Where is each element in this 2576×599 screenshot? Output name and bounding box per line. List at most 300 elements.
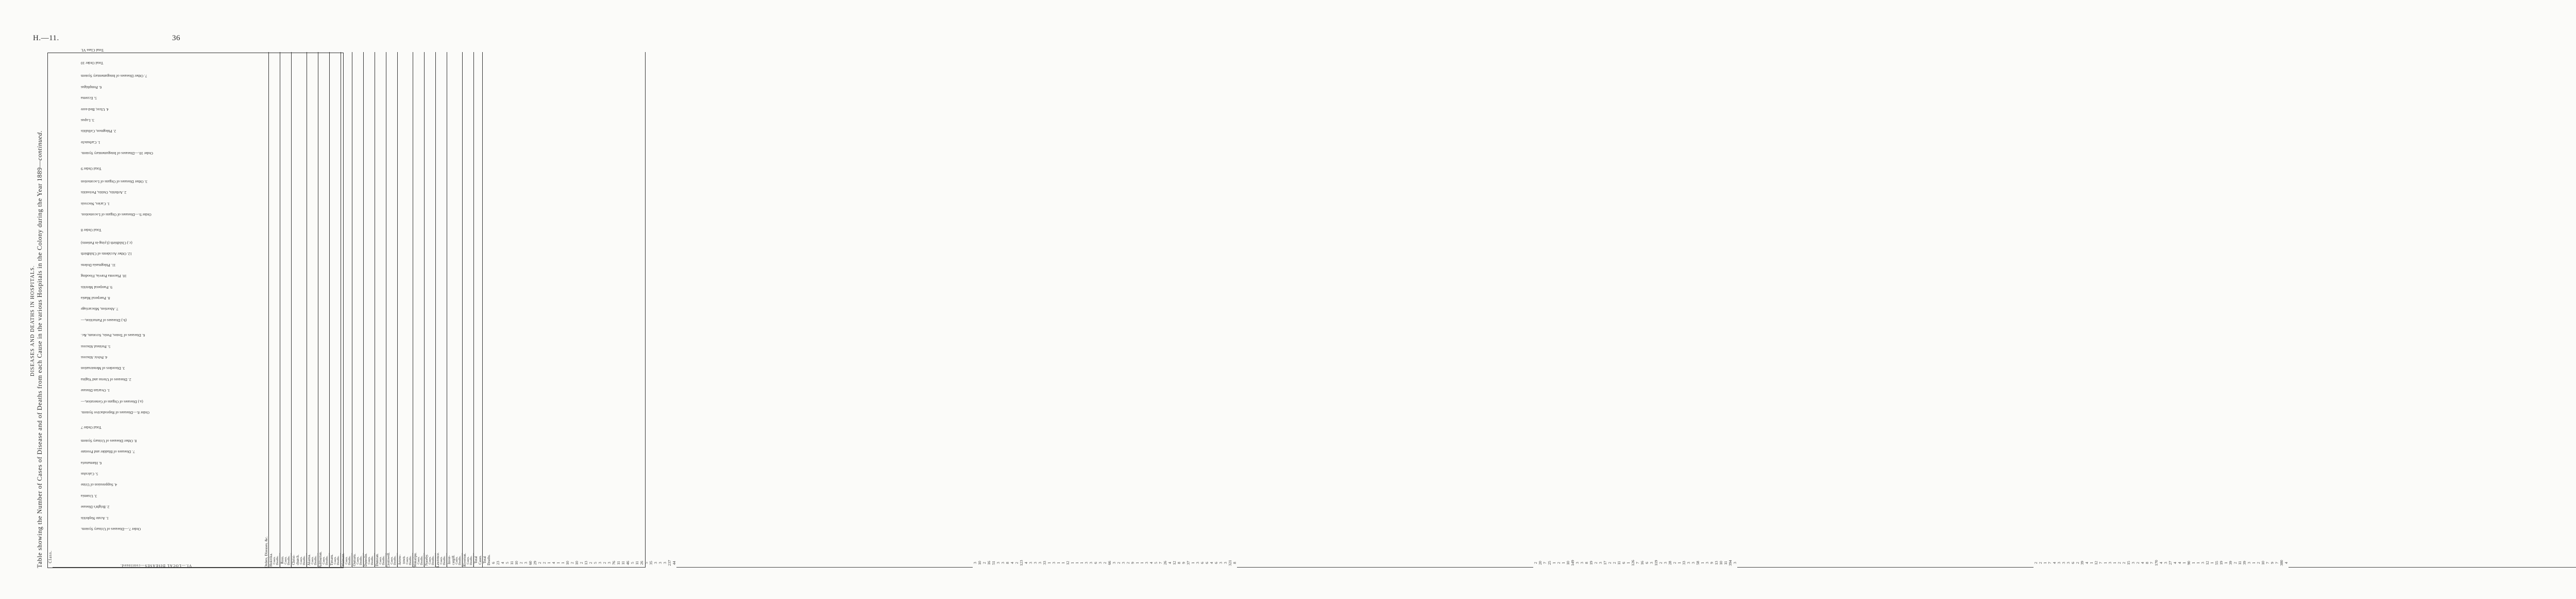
table-cell: 3 xyxy=(2163,562,2168,564)
column-divider xyxy=(329,52,330,568)
table-cell: 2 xyxy=(602,562,607,564)
total-cases-cell: 10 xyxy=(574,561,579,565)
table-cell: 7 xyxy=(2149,562,2154,564)
report-code: H.—11. xyxy=(33,34,59,42)
total-deaths-cell: 2 xyxy=(570,562,574,564)
table-cell: 3 xyxy=(2066,562,2071,564)
total-cases-cell: 60 xyxy=(528,561,533,565)
table-cell: 33 xyxy=(1682,561,1686,565)
deaths-subheader: Deaths. xyxy=(337,555,340,565)
table-cell: 5 xyxy=(644,562,649,564)
table-subtitle-text: showing the Number of Cases of Disease and of Deaths from each Cause in the various Hospitals in the Colony during the Year 1889— xyxy=(36,160,43,551)
table-cell: 1 xyxy=(1047,562,1052,564)
table-cell: 1 xyxy=(1191,562,1195,564)
table-cell: 1 xyxy=(1056,562,1061,564)
deaths-subheader: Deaths. xyxy=(371,555,374,565)
table-cell: 2 xyxy=(2033,562,2038,564)
total-cases-cell: 10 xyxy=(565,561,570,565)
table-cell: 1 xyxy=(1677,562,1682,564)
deaths-subheader: Deaths. xyxy=(470,555,473,565)
total-cases-cell: 76 xyxy=(612,561,616,565)
table-cell: 26 xyxy=(1163,561,1167,565)
table-cell: 3 xyxy=(2131,562,2136,564)
table-cell: 3 xyxy=(1223,562,1228,564)
table-cell: 2 xyxy=(2117,562,2122,564)
table-cell: 1 xyxy=(1552,562,1556,564)
order-heading: (b.) Diseases of Parturition,— xyxy=(81,318,127,323)
table-cell: 7 xyxy=(2265,562,2270,564)
disease-label: 10. Placenta Prævia, Flooding xyxy=(81,274,127,279)
deaths-subheader: Deaths. xyxy=(443,555,446,565)
table-cell: 13 xyxy=(1714,561,1719,565)
disease-label: 5. Eczema xyxy=(81,96,97,101)
order-total-label: Total Order 8 xyxy=(81,227,101,232)
total-deaths-cell: 4 xyxy=(2159,562,2163,564)
total-deaths-cell: 3 xyxy=(1575,562,1580,564)
disease-label: 6. Hæmaturia xyxy=(81,460,102,465)
disease-label: 2. Arthritis, Ostitis, Periostitis xyxy=(81,190,127,195)
table-cell: 7 xyxy=(1158,562,1163,564)
table-cell: 3 xyxy=(607,562,612,564)
cases-subheader: Cases. xyxy=(334,556,337,564)
table-cell: 6 xyxy=(1205,562,1209,564)
table-cell: 2 xyxy=(1014,562,1019,564)
disease-label: 5. Perineal Abscess xyxy=(81,344,111,349)
table-cell: 6 xyxy=(1621,562,1626,564)
hospital-header: Christ-church. xyxy=(292,554,300,565)
table-cell: 1 xyxy=(1061,562,1065,564)
table-main-title: DISEASES AND DEATHS IN HOSPITALS. xyxy=(30,265,36,376)
hospital-header: Riverton. xyxy=(463,553,467,567)
disease-label: 4. Suppression of Urine xyxy=(81,482,117,488)
deaths-subheader: Deaths. xyxy=(348,555,351,565)
table-cell: 1 xyxy=(2210,562,2214,564)
total-deaths-cell: 44 xyxy=(672,561,676,565)
table-cell: 1 xyxy=(2043,562,2047,564)
table-cell: 2 xyxy=(2136,562,2140,564)
table-cell: 9 xyxy=(1181,562,1186,564)
total-deaths-cell: 4 xyxy=(500,562,505,564)
disease-label: 3. Other Diseases of Organs of Locomotion xyxy=(81,179,147,184)
table-cell: 16 xyxy=(1640,561,1645,565)
total-cases-cell: 51 xyxy=(991,561,996,565)
total-cases-cell: 90 xyxy=(2187,561,2191,565)
table-cell: 1 xyxy=(1070,562,1075,564)
total-cases-cell: 66 xyxy=(1107,561,1112,565)
cases-subheader: Cases. xyxy=(273,556,276,564)
table-cell: 6 xyxy=(491,562,496,564)
total-deaths-cell: 4 xyxy=(2284,562,2289,564)
total-cases-cell: 321 xyxy=(1228,560,1232,566)
column-divider xyxy=(424,52,425,568)
table-cell: 7 xyxy=(1635,562,1640,564)
table-cell: 1 xyxy=(2089,562,2094,564)
order-heading: Order 8.—Diseases of Reproductive System. xyxy=(81,410,150,415)
table-cell: 1 xyxy=(1140,562,1144,564)
disease-label: 11. Phlegmasia Dolens xyxy=(81,262,116,268)
total-cases-cell: 123 xyxy=(1019,560,1024,566)
disease-label: 4. Ulcer, Bed-sore xyxy=(81,107,109,112)
table-cell: 7 xyxy=(2098,562,2103,564)
table-cell: 8 xyxy=(1584,562,1589,564)
table-body xyxy=(48,47,2289,568)
table-cell: 4 xyxy=(2140,562,2145,564)
table-cell: 7 xyxy=(2275,562,2279,564)
hospital-header: Inver-cargill. xyxy=(447,555,455,565)
cases-subheader: Cases. xyxy=(368,556,371,564)
cases-subheader: Cases. xyxy=(391,556,394,564)
disease-label: 3. Lupus xyxy=(81,118,94,123)
table-subtitle-prefix: Table xyxy=(36,552,43,568)
table-cell: 4 xyxy=(2177,562,2182,564)
table-cell: 3 xyxy=(1028,562,1033,564)
total-cases-cell: 119 xyxy=(1654,560,1658,566)
table-cell: 3 xyxy=(1089,562,1093,564)
total-cases-cell: 1 xyxy=(1075,562,1079,564)
disease-label: 12. Other Accidents of Childbirth xyxy=(81,252,132,257)
disease-label: 2. Bright's Disease xyxy=(81,505,110,510)
total-cases-cell: 9 xyxy=(1130,562,1135,564)
table-cell: 1 xyxy=(556,562,561,564)
disease-label: 9. Puerperal Metritis xyxy=(81,285,112,290)
table-cell: 8 xyxy=(1005,562,1010,564)
disease-label: (c.) Childbirth (Lying-in Patients) xyxy=(81,241,132,245)
total-deaths-cell: 5 xyxy=(630,562,635,564)
header-divider xyxy=(645,52,646,568)
table-cell: 3 xyxy=(523,562,528,564)
table-subtitle-suffix: continued. xyxy=(36,130,43,161)
total-deaths-cell: 3 xyxy=(996,562,1001,564)
table-cell: 3 xyxy=(1218,562,1223,564)
table-cell: 3 xyxy=(1038,562,1042,564)
hospital-header: Timaru. xyxy=(330,554,334,566)
deaths-subheader: Deaths. xyxy=(360,555,363,565)
disease-label: 7. Diseases of Bladder and Prostate xyxy=(81,450,135,455)
table-cell: 2 xyxy=(2233,562,2238,564)
total-cases-cell: 126 xyxy=(1631,560,1635,566)
table-cell: 19 xyxy=(1589,561,1594,565)
deaths-subheader: Deaths. xyxy=(409,555,412,565)
cases-subheader: Cases. xyxy=(406,556,409,564)
table-cell: 2 xyxy=(579,562,584,564)
table-cell: 3 xyxy=(973,562,977,564)
table-cell: 1 xyxy=(547,562,551,564)
hospital-header: Ashburton. xyxy=(318,551,323,568)
total-cases-cell: 23 xyxy=(496,561,500,565)
order-heading: Order 7.—Diseases of Urinary System. xyxy=(81,527,141,531)
table-cell: 15 xyxy=(2126,561,2131,565)
page-header xyxy=(0,34,361,46)
table-cell: 3 xyxy=(1649,562,1654,564)
hospital-header: Cromwell. xyxy=(386,552,391,568)
table-cell: 3 xyxy=(1052,562,1056,564)
cases-subheader: Cases. xyxy=(429,556,432,564)
hospital-header: Arrow-town. xyxy=(398,554,406,565)
table-cell: 3 xyxy=(2247,562,2251,564)
page-number: 36 xyxy=(172,34,180,42)
hospital-header: Oamaru. xyxy=(352,553,357,567)
disease-label: 5. Calculus xyxy=(81,472,98,476)
cases-subheader: Cases. xyxy=(284,556,287,564)
table-cell: 3 xyxy=(1084,562,1089,564)
column-divider xyxy=(435,52,436,568)
total-cases-cell: 1 xyxy=(2196,562,2200,564)
total-cases-cell: 3 xyxy=(1144,562,1149,564)
total-cases-cell: 3 xyxy=(1112,562,1116,564)
disease-label: 6. Diseases of Testes, Penis, Scrotum, &c. xyxy=(81,333,145,338)
order-heading: Order 10.—Diseases of Integumentary System. xyxy=(81,151,153,156)
disease-label: 1. Carbuncle xyxy=(81,140,100,145)
table-cell: 39 xyxy=(2242,561,2247,565)
deaths-subheader: Deaths. xyxy=(432,555,435,565)
disease-label: 6. Pemphigus xyxy=(81,85,102,90)
cases-subheader: Cases. xyxy=(311,556,314,564)
table-cell: 4 xyxy=(1010,562,1014,564)
table-cell: 16 xyxy=(987,561,991,565)
table-cell: 12 xyxy=(1172,561,1177,565)
order-total-label: Total Order 9 xyxy=(81,166,101,171)
table-cell: 3 xyxy=(1580,562,1584,564)
table-cell: 3 xyxy=(1663,562,1668,564)
totals-divider-2 xyxy=(482,52,483,568)
total-cases-cell: 12 xyxy=(1065,561,1070,565)
table-cell: 3 xyxy=(1098,562,1103,564)
table-cell: 6 xyxy=(1645,562,1649,564)
rotated-table-page xyxy=(26,47,2289,568)
deaths-subheader: Deaths. xyxy=(394,555,397,565)
column-divider xyxy=(363,52,364,568)
hospital-header: Wakatipu. xyxy=(413,552,417,568)
disease-label: 1. Acute Nephritis xyxy=(81,515,109,521)
total-deaths-cell: 2 xyxy=(542,562,547,564)
table-cell: 1 xyxy=(1561,562,1566,564)
table-cell: 2 xyxy=(1594,562,1598,564)
order-heading: (a.) Diseases of Organs of Generation,— xyxy=(81,399,143,404)
table-cell: 2 xyxy=(1658,562,1663,564)
deaths-subheader: Deaths. xyxy=(276,555,279,565)
hospital-header: Naseby. xyxy=(425,554,429,566)
table-cell: 5 xyxy=(505,562,510,564)
table-cell: 12 xyxy=(2205,561,2210,565)
table-cell: 6 xyxy=(1200,562,1205,564)
table-cell: 1 xyxy=(2251,562,2256,564)
table-cell: 2 xyxy=(2038,562,2043,564)
table-cell: 10 xyxy=(1719,561,1723,565)
table-cell: 2 xyxy=(519,562,523,564)
total-cases-cell: 12 xyxy=(2094,561,2098,565)
total-cases-cell: 33 xyxy=(1042,561,1047,565)
disease-table xyxy=(47,47,2289,568)
table-cell: 1 xyxy=(561,562,565,564)
total-cases-cell: 2 xyxy=(1116,562,1121,564)
cases-subheader: Cases. xyxy=(440,556,443,564)
table-cell: 4 xyxy=(1167,562,1172,564)
table-cell: 3 xyxy=(1033,562,1038,564)
table-cell: 2 xyxy=(1556,562,1561,564)
table-cell: 17 xyxy=(1603,561,1607,565)
order-heading: Order 9.—Diseases of Organs of Locomotion. xyxy=(81,212,151,218)
total-deaths-cell: 3 xyxy=(1733,562,1737,564)
table-cell: 3 xyxy=(1686,562,1691,564)
deaths-subheader: Deaths. xyxy=(303,555,306,565)
table-cell: 4 xyxy=(1209,562,1214,564)
table-cell: 3 xyxy=(658,562,663,564)
cases-subheader: Cases. xyxy=(417,556,420,564)
table-cell: 1 xyxy=(1700,562,1705,564)
table-cell: 1 xyxy=(2182,562,2187,564)
hospital-header: Dunstan. xyxy=(375,553,379,567)
table-cell: 11 xyxy=(621,561,625,565)
table-cell: 1 xyxy=(1079,562,1084,564)
hospital-header: Hokitika. xyxy=(269,553,273,567)
table-cell: 10 xyxy=(2261,561,2265,565)
table-cell: 3 xyxy=(2108,562,2112,564)
total-deaths-cell: 4 xyxy=(1024,562,1028,564)
table-cell: 6 xyxy=(1093,562,1098,564)
total-cases-cell: 55 xyxy=(2214,561,2219,565)
table-cell: 3 xyxy=(653,562,658,564)
table-cell: 1 xyxy=(2112,562,2117,564)
deaths-subheader: Deaths. xyxy=(382,555,385,565)
table-cell: 10 xyxy=(977,561,982,565)
hospital-header: Waimate. xyxy=(341,553,345,567)
disease-label: 2. Phlegmon, Cellulitis xyxy=(81,129,116,134)
totals-divider xyxy=(473,52,474,568)
table-cell: 13 xyxy=(584,561,588,565)
table-cell: 3 xyxy=(598,562,602,564)
cases-subheader: Cases. xyxy=(357,556,360,564)
table-cell: 5 xyxy=(593,562,598,564)
total-deaths-cell: 1 xyxy=(1135,562,1140,564)
table-cell: 2 xyxy=(588,562,593,564)
total-cases-cell: 394 xyxy=(1728,560,1733,566)
table-cell: 4 xyxy=(2052,562,2057,564)
table-cell: 11 xyxy=(2238,561,2242,565)
total-deaths-cell: 8 xyxy=(1232,562,1237,564)
class-side-label: VI.—LOCAL DISEASES—continued. xyxy=(120,563,192,568)
table-cell: 10 xyxy=(514,561,519,565)
column-divider xyxy=(462,52,463,568)
table-cell: 3 xyxy=(1705,562,1709,564)
table-cell: 4 xyxy=(2084,562,2089,564)
table-cell: 11 xyxy=(1617,561,1621,565)
table-cell: 20 xyxy=(1538,561,1543,565)
table-cell: 6 xyxy=(2071,562,2075,564)
column-divider xyxy=(268,52,269,568)
cases-subheader: Cases. xyxy=(300,556,303,564)
total-cases-header: Total Cases. xyxy=(474,555,482,565)
table-cell: 28 xyxy=(1668,561,1672,565)
disease-label: 3. Uræmia xyxy=(81,493,97,498)
total-row-divider xyxy=(1237,567,1533,568)
table-cell: 1 xyxy=(2191,562,2196,564)
table-cell: 10 xyxy=(1566,561,1570,565)
table-cell: 4 xyxy=(1149,562,1154,564)
table-cell: 9 xyxy=(2270,562,2275,564)
table-cell: 2 xyxy=(1672,562,1677,564)
disease-label: 2. Diseases of Uterus and Vagina xyxy=(81,377,131,382)
table-cell: 2 xyxy=(1103,562,1107,564)
table-cell: 3 xyxy=(1691,562,1696,564)
total-cases-cell: 46 xyxy=(625,561,630,565)
table-cell: 2 xyxy=(1126,562,1130,564)
table-cell: 25 xyxy=(1547,561,1552,565)
table-cell: 3 xyxy=(1001,562,1005,564)
table-cell: 3 xyxy=(1195,562,1200,564)
cases-subheader: Cases. xyxy=(455,556,459,564)
table-cell: 3 xyxy=(2057,562,2061,564)
cases-subheader: Cases. xyxy=(467,556,470,564)
total-deaths-header: Total Deaths. xyxy=(483,554,491,565)
order-total-label: Total Class VI. xyxy=(81,47,104,53)
deaths-subheader: Deaths. xyxy=(287,555,291,565)
total-cases-cell: 4 xyxy=(551,562,556,564)
disease-label: 7. Other Diseases of Integumentary System xyxy=(81,74,147,79)
total-cases-cell: 5 xyxy=(1154,562,1158,564)
order-total-label: Total Order 10 xyxy=(81,61,104,65)
disease-label: 7. Abortion, Miscarriage xyxy=(81,307,118,312)
table-cell: 2 xyxy=(982,562,987,564)
table-cell: 37 xyxy=(1186,561,1191,565)
table-cell: 27 xyxy=(2168,561,2173,565)
table-cell: 2 xyxy=(1533,562,1538,564)
disease-label: 8. Puerperal Mania xyxy=(81,296,110,301)
table-cell: 35 xyxy=(649,561,653,565)
table-cell: 39 xyxy=(2228,561,2233,565)
disease-label: 3. Disorders of Menstruation xyxy=(81,366,125,371)
total-deaths-cell: 11 xyxy=(616,561,621,565)
table-cell: 9 xyxy=(1709,562,1714,564)
hospital-header: Akaroa. xyxy=(307,554,311,566)
table-subtitle xyxy=(36,130,44,568)
table-cell: 8 xyxy=(1177,562,1181,564)
table-cell: 6 xyxy=(1214,562,1218,564)
hospital-header: Dunedin. xyxy=(364,553,368,567)
table-cell: 1 xyxy=(2103,562,2108,564)
table-cell: 2 xyxy=(2122,562,2126,564)
total-row-divider xyxy=(676,567,973,568)
disease-label: 1. Caries, Necrosis xyxy=(81,201,110,206)
disease-label: 1. Ovarian Disease xyxy=(81,388,110,393)
table-cell: 3 xyxy=(663,562,667,564)
total-row-divider xyxy=(1737,567,2033,568)
table-cell: 26 xyxy=(639,561,644,565)
total-cases-cell: 7 xyxy=(2047,562,2052,564)
disease-label: 4. Pelvic Abscess xyxy=(81,355,108,360)
total-cases-cell: 39 xyxy=(2080,561,2084,565)
table-cell: 11 xyxy=(635,561,639,565)
deaths-subheader: Deaths. xyxy=(326,555,329,565)
hospital-header: Ross. xyxy=(280,556,284,564)
total-cases-cell: 170 xyxy=(2154,560,2159,566)
orders-header: Orders, Diseases, &c. xyxy=(264,536,268,568)
deaths-subheader: Deaths. xyxy=(459,555,462,565)
deaths-subheader: Deaths. xyxy=(314,555,317,565)
total-cases-cell: 2 xyxy=(537,562,542,564)
table-cell: 1 xyxy=(2224,562,2228,564)
table-cell: 11 xyxy=(510,561,514,565)
deaths-subheader: Deaths. xyxy=(420,555,423,565)
cases-subheader: Cases. xyxy=(379,556,382,564)
total-deaths-cell: 29 xyxy=(533,561,537,565)
table-cell: 11 xyxy=(1723,561,1728,565)
table-cell: 1 xyxy=(1626,562,1631,564)
total-cases-cell: 380 xyxy=(2279,560,2284,566)
table-cell: 4 xyxy=(2173,562,2177,564)
table-cell: 8 xyxy=(2145,562,2149,564)
total-cases-cell: 237 xyxy=(667,560,672,566)
column-divider xyxy=(291,52,292,568)
